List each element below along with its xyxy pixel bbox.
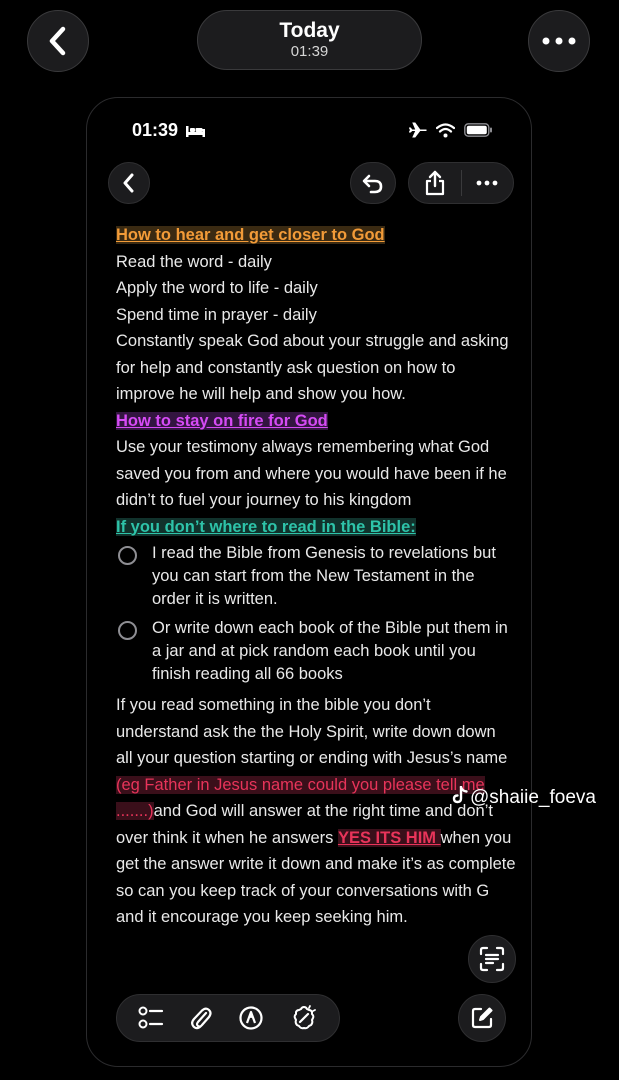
chevron-left-icon <box>47 26 69 56</box>
checklist-item <box>116 542 516 611</box>
outer-back-button[interactable] <box>27 10 89 72</box>
note-back-button[interactable] <box>108 162 150 204</box>
checkbox-circle[interactable] <box>118 546 137 565</box>
highlight-prayer: (eg Father in Jesus name could you please tell me .......) <box>116 775 485 820</box>
compose-icon <box>470 1006 494 1030</box>
paperclip-icon[interactable] <box>190 1005 212 1031</box>
note-line: Constantly speak God about your struggle and asking for help and constantly ask question on how to improve he will help and show you how. <box>116 332 509 403</box>
heading-hear-god: How to hear and get closer to God <box>116 226 385 244</box>
writing-tools-icon[interactable] <box>290 1004 318 1032</box>
compose-button[interactable] <box>458 994 506 1042</box>
status-bar <box>87 120 531 142</box>
watermark-text: @shaiie_foeva <box>470 787 596 808</box>
text-run: and God will answer at the right time and don’t over think it when he answers <box>116 802 493 847</box>
wifi-icon <box>436 123 455 143</box>
note-line: Spend time in prayer - daily <box>116 305 317 324</box>
status-icons <box>409 122 493 143</box>
scan-text-button[interactable] <box>468 935 516 983</box>
airplane-icon <box>409 122 427 143</box>
outer-more-button[interactable] <box>528 10 590 72</box>
share-icon <box>424 170 446 196</box>
phone-screenshot <box>86 97 532 1067</box>
text-run: when you get the answer write it down and make it’s as complete so can you keep track of your conversations with G <box>116 828 516 900</box>
undo-button[interactable] <box>350 162 396 204</box>
text-run: and it encourage you keep seeking him. <box>116 908 408 926</box>
date-title: Today <box>279 19 340 42</box>
highlight-yes-its-him: YES ITS HIM <box>337 828 441 847</box>
markup-icon[interactable] <box>238 1005 264 1031</box>
note-more-button[interactable] <box>461 163 513 203</box>
note-body[interactable] <box>116 222 516 931</box>
note-line: Read the word - daily <box>116 252 272 271</box>
ellipsis-icon <box>542 37 576 45</box>
date-pill[interactable] <box>197 10 422 70</box>
share-button[interactable] <box>409 163 461 203</box>
note-paragraph <box>116 692 516 931</box>
share-more-group <box>408 162 514 204</box>
undo-icon <box>362 172 384 194</box>
note-paragraph: Use your testimony always remembering what God saved you from and where you would have been if he didn’t to fuel your journey to his kingdom <box>116 438 507 509</box>
tiktok-logo-icon <box>452 786 468 810</box>
heading-stay-on-fire: How to stay on fire for God <box>116 411 328 430</box>
checklist-text: I read the Bible from Genesis to revelations but you can start from the New Testament in the order it is written. <box>152 544 496 608</box>
checkbox-circle[interactable] <box>118 621 137 640</box>
chevron-left-icon <box>122 173 136 193</box>
checklist-text: Or write down each book of the Bible put them in a jar and at pick random each book until you finish reading all 66 books <box>152 619 508 683</box>
text-run: If you read something in the bible you don’t understand ask the the Holy Spirit, write down down all your question starting or ending with Jesus’s name <box>116 696 508 767</box>
battery-icon <box>464 123 493 142</box>
note-line: Apply the word to life - daily <box>116 279 318 297</box>
status-time-text: 01:39 <box>132 120 179 140</box>
checklist-icon[interactable] <box>138 1006 164 1030</box>
note-toolbar <box>116 994 340 1042</box>
bed-icon <box>186 121 205 142</box>
scan-text-icon <box>479 946 505 972</box>
status-time <box>132 120 205 142</box>
date-time: 01:39 <box>290 43 329 60</box>
heading-where-to-read: If you don’t where to read in the Bible: <box>116 517 416 536</box>
tiktok-watermark <box>452 786 596 810</box>
checklist-item <box>116 617 516 686</box>
ellipsis-icon <box>476 180 498 186</box>
